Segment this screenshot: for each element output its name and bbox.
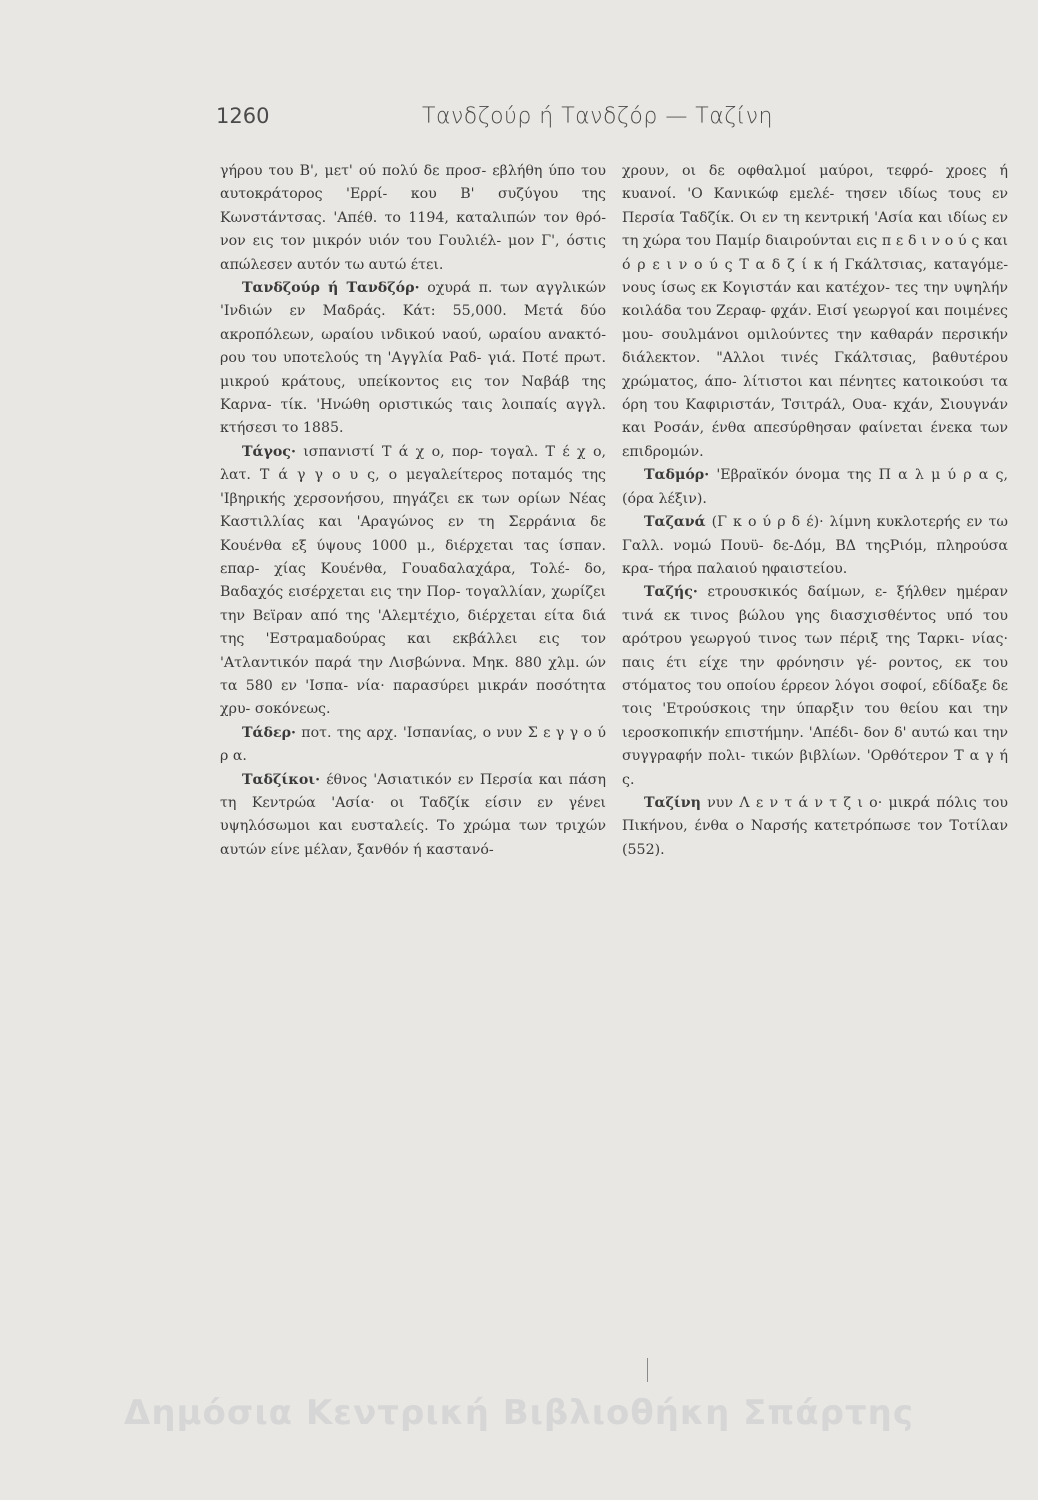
- entry-tazis: Ταζής· ετρουσκικός δαίμων, ε- ξήλθεν ημέραν τινά εκ τινος βώλου γης διασχισθέντος υπό του αρότρου γεωργού τινος των πέριξ της Ταρκι- νίας· παις έτι είχε την φρόνησιν γέ- ροντος, εκ του στόματος του οποίου έρρεον λόγοι σοφοί, εδίδαξε δε τοις 'Ετρούσκοις την ύπαρξιν του θείου και την ιεροσκοπικήν επιστήμην. 'Απέδι- δον δ' αυτώ και την συγγραφήν πολι- τικών βιβλίων. 'Ορθότερον Τ α γ ή ς.: [622, 584, 1008, 788]
- entry-headword: Ταζίνη: [644, 794, 701, 811]
- entry-tazini: Ταζίνη νυν Λ ε ν τ ά ν τ ζ ι ο· μικρά πόλις του Πικήνου, ένθα ο Ναρσής κατετρόπωσε τον Τοτίλαν (552).: [622, 794, 1008, 858]
- entry-tader: Τάδερ· ποτ. της αρχ. 'Ισπανίας, ο νυν Σ ε γ γ ο ύ ρ α.: [220, 724, 606, 765]
- entry-tandzour: Τανδζούρ ή Τανδζόρ· οχυρά π. των αγγλικών 'Ινδιών εν Μαδράς. Κάτ: 55,000. Μετά δύο ακροπόλεων, ωραίου ινδικού ναού, ωραίου ανακτό- ρου του υποτελούς τη 'Αγγλία Ραδ- γιά. Ποτέ πρωτ. μικρού κράτους, υπείκοντος εις τον Ναβάβ της Καρνα- τίκ. 'Ηνώθη οριστικώς ταις λοιπαίς αγγλ. κτήσεσι το 1885.: [220, 280, 606, 437]
- left-column: [220, 160, 606, 862]
- entry-headword: Τάγος·: [242, 443, 296, 460]
- page-number: 1260: [216, 104, 270, 128]
- entry-headword: Ταδμόρ·: [644, 467, 710, 484]
- page-header: [216, 104, 820, 144]
- entry-continuation: χρουν, οι δε οφθαλμοί μαύροι, τεφρό- χροες ή κυανοί. 'Ο Κανικώφ εμελέ- τησεν ιδίως τους εν Περσία Ταδζίκ. Οι εν τη κεντρική 'Ασία και ιδίως εν τη χώρα του Παμίρ διαιρούνται εις π ε δ ι ν ο ύ ς και ό ρ ε ι ν ο ύ ς Τ α δ ζ ί κ ή Γκάλτσιας, καταγόμε- νους ίσως εκ Κογιστάν και κατέχον- τες την υψηλήν κοιλάδα του Ζεραφ- φχάν. Εισί γεωργοί και ποιμένες μου- σουλμάνοι ομιλούντες την καθαράν περσικήν διάλεκτον. "Αλλοι τινές Γκάλτσιας, βαθυτέρου χρώματος, άπο- λίτιστοι και πένητες κατοικούσι τα όρη του Καφιριστάν, Τσιτράλ, Ουα- κχάν, Σιουγνάν και Ροσάν, ένθα απεσύρθησαν φαίνεται ένεκα των επιδρομών.: [622, 163, 1008, 460]
- entry-headword: Τανδζούρ ή Τανδζόρ·: [242, 280, 420, 297]
- entry: γήρου του Β', μετ' ού πολύ δε προσ- εβλήθη ύπο του αυτοκράτορος 'Ερρί- κου Β' συζύγου της Κωνστάντσας. 'Απέθ. το 1194, καταλιπών τον θρό- νον εις τον μικρόν υιόν του Γουλιέλ- μον Γ', όστις απώλεσεν αυτόν τω αυτώ έτει.: [220, 163, 606, 273]
- entry-headword: Ταδζίκοι·: [242, 771, 321, 788]
- entry-headword: Ταζής·: [644, 584, 698, 601]
- entry-headword: Ταζανά: [644, 514, 706, 531]
- right-column: [622, 160, 1008, 862]
- running-head: Τανδζούρ ή Τανδζόρ — Ταζίνη: [422, 104, 773, 129]
- entry-headword: Τάδερ·: [242, 724, 296, 741]
- entry-tazana: Ταζανά (Γ κ ο ύ ρ δ έ)· λίμνη κυκλοτερής εν τω Γαλλ. νομώ Πουϋ- δε-Δόμ, ΒΔ τηςΡιόμ, πληρούσα κρα- τήρα παλαιού ηφαιστείου.: [622, 514, 1008, 577]
- entry-tadzikoi: Ταδζίκοι· έθνος 'Ασιατικόν εν Περσία και πάση τη Κεντρώα 'Ασία· οι Ταδζίκ είσιν εν γένει υψηλόσωμοι και ευσταλείς. Το χρώμα των τριχών αυτών είνε μέλαν, ξανθόν ή καστανό-: [220, 771, 606, 858]
- library-watermark: Δημόσια Κεντρική Βιβλιοθήκη Σπάρτης: [124, 1393, 914, 1433]
- pencil-mark: [647, 1358, 648, 1382]
- entry-tagos: Τάγος· ισπανιστί Τ ά χ ο, πορ- τογαλ. Τ έ χ ο, λατ. Τ ά γ γ ο υ ς, ο μεγαλείτερος ποταμός της 'Ιβηρικής χερσονήσου, πηγάζει εκ των ορίων Νέας Καστιλλίας και 'Αραγώνος εν τη Σερράνια δε Κουένθα εξ ύψους 1000 μ., διέρχεται τας ίσπαν. επαρ- χίας Κουένθα, Γουαδαλαχάρα, Τολέ- δο, Βαδαχός εισέρχεται εις την Πορ- τογαλλίαν, χωρίζει την Βεϊραν από της 'Αλεμτέχιο, διέρχεται είτα διά της 'Εστραμαδούρας και εκβάλλει εις τον 'Ατλαντικόν παρά την Λισβώννα. Μηκ. 880 χλμ. ών τα 580 εν 'Ισπα- νία· παρασύρει μικράν ποσότητα χρυ- σοκόνεως.: [220, 443, 606, 718]
- entry-tadmor: Ταδμόρ· 'Εβραϊκόν όνομα της Π α λ μ ύ ρ α ς, (όρα λέξιν).: [622, 467, 1008, 507]
